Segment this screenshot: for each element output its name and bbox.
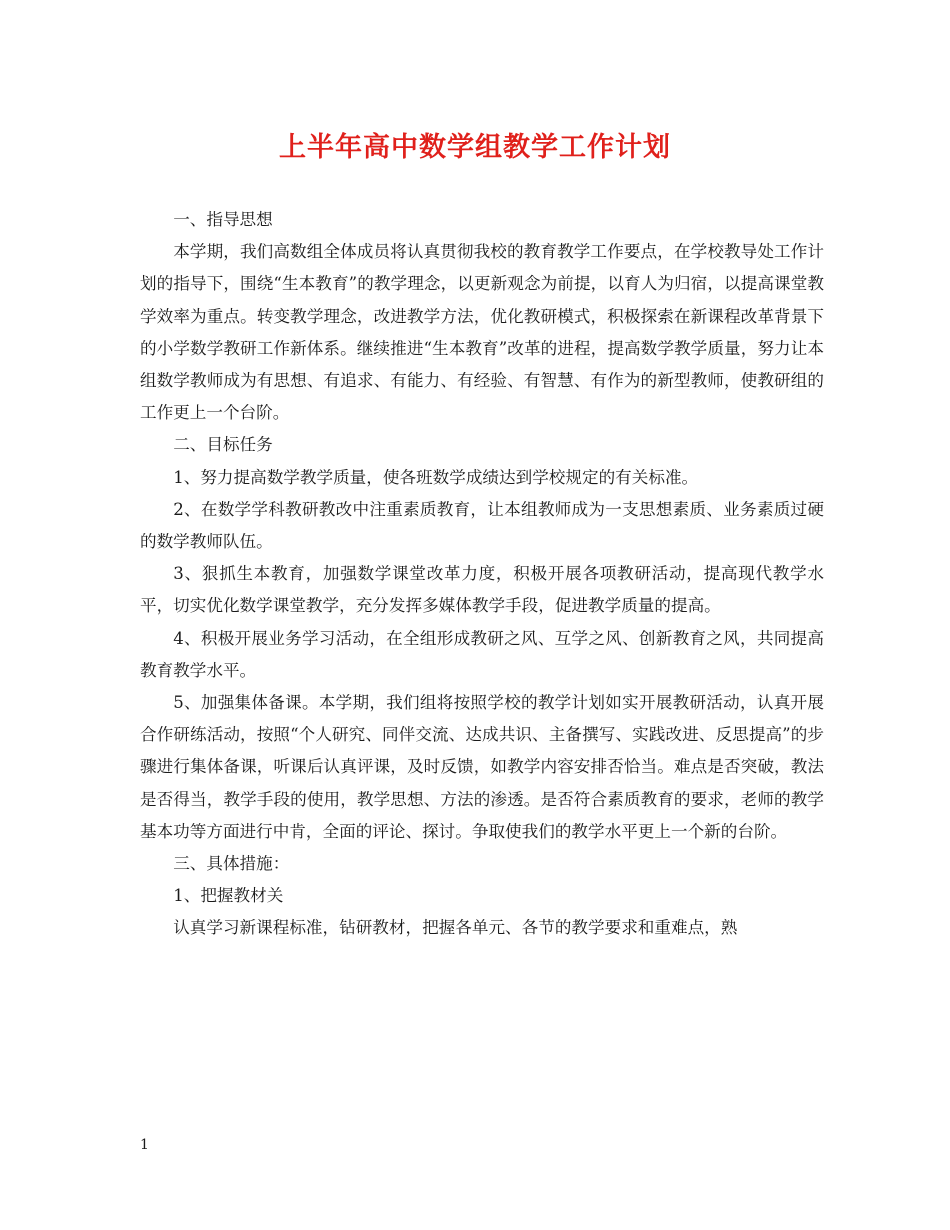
goal-item-1: 1、努力提高数学教学质量，使各班数学成绩达到学校规定的有关标准。 xyxy=(173,467,699,487)
page-number: 1 xyxy=(140,1137,149,1153)
document-body xyxy=(140,204,824,945)
subheading-textbook: 1、把握教材关 xyxy=(173,886,284,906)
heading-specific-measures: 三、具体措施： xyxy=(173,854,290,874)
goal-item-4: 4、积极开展业务学习活动，在全组形成教研之风、互学之风、创新教育之风，共同提高教育教学水平。 xyxy=(140,628,824,680)
paragraph-guiding-ideology: 本学期，我们高数组全体成员将认真贯彻我校的教育教学工作要点，在学校教导处工作计划的指导下，围绕“生本教育”的教学理念，以更新观念为前提，以育人为归宿，以提高课堂教学效率为重点。转变教学理念，改进教学方法，优化教研模式，积极探索在新课程改革背景下的小学数学教研工作新体系。继续推进“生本教育”改革的进程，提高数学教学质量，努力让本组数学教师成为有思想、有追求、有能力、有经验、有智慧、有作为的新型教师，使教研组的工作更上一个台阶。 xyxy=(140,242,824,423)
goal-item-2: 2、在数学学科教研教改中注重素质教育，让本组教师成为一支思想素质、业务素质过硬的数学教师队伍。 xyxy=(140,499,824,552)
document-title: 上半年高中数学组教学工作计划 xyxy=(279,132,671,163)
paragraph-textbook: 认真学习新课程标准，钻研教材，把握各单元、各节的教学要求和重难点，熟 xyxy=(173,918,738,938)
goal-item-3: 3、狠抓生本教育，加强数学课堂改革力度，积极开展各项教研活动，提高现代教学水平，切实优化数学课堂教学，充分发挥多媒体教学手段，促进教学质量的提高。 xyxy=(140,564,824,616)
heading-guiding-ideology: 一、指导思想 xyxy=(173,210,273,229)
heading-goals-tasks: 二、目标任务 xyxy=(173,435,273,455)
goal-item-5: 5、加强集体备课。本学期，我们组将按照学校的教学计划如实开展教研活动，认真开展合作研练活动，按照“个人研究、同伴交流、达成共识、主备撰写、实践改进、反思提高”的步骤进行集体备课，听课后认真评课，及时反馈，如教学内容安排否恰当。难点是否突破，教法是否得当，教学手段的使用，教学思想、方法的渗透。是否符合素质教育的要求，老师的教学基本功等方面进行中肯，全面的评论、探讨。争取使我们的教学水平更上一个新的台阶。 xyxy=(140,693,824,841)
